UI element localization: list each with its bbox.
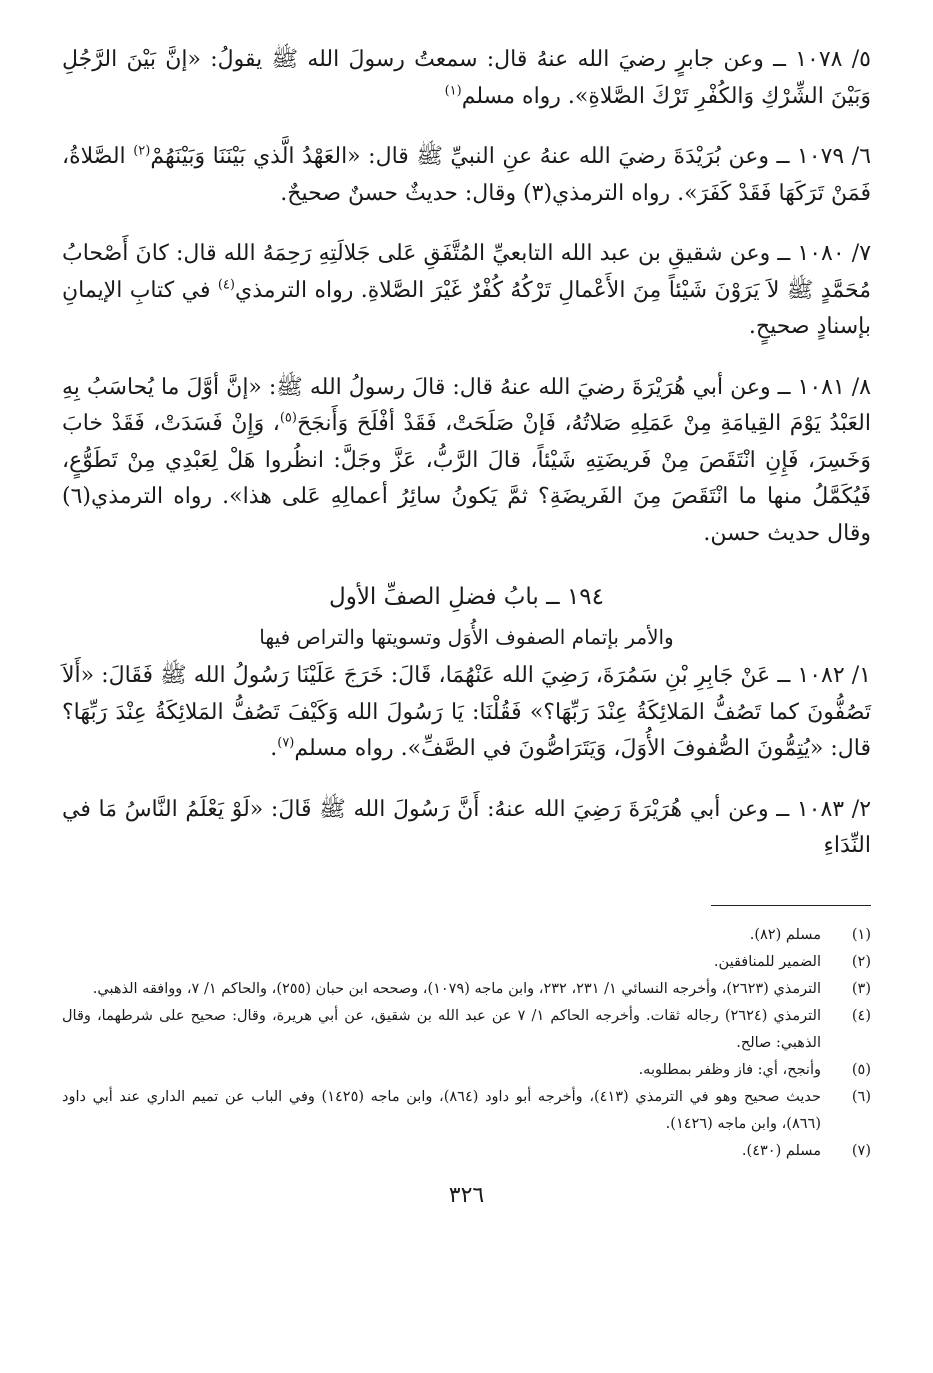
hadith-1081 — [62, 370, 871, 553]
hadith-text: ٦/ ١٠٧٩ ــ وعن بُرَيْدَةَ رضيَ الله عنهُ عنِ النبيِّ ﷺ قال: «العَهْدُ الَّذي بَيْنَنَا وَبَيْنَهُمْ — [150, 144, 872, 169]
hadith-1079 — [62, 139, 871, 212]
hadith-text-tail: ، وَإِنْ فَسَدَتْ، فَقَدْ خابَ وَخَسِرَ، فَإِنِ انْتَقَصَ مِنْ فَريضَتِهِ شَيْئاً، قالَ الرَّبُّ، عَزَّ وجَلَّ: انظُروا هَلْ لِعَبْدِي مِنْ تَطَوُّعٍ، فَيُكَمَّلُ منها ما انْتَقَصَ مِنَ الفَريضَةِ؟ ثمَّ يَكونُ سائِرُ أعمالِهِ عَلى هذا». رواه الترمذي(٦) وقال حديث حسن. — [62, 411, 871, 546]
footnote-number: (٧) — [851, 1142, 871, 1159]
hadith-text-tail: الصَّلاةُ، فَمَنْ تَرَكَهَا فَقَدْ كَفَرَ». رواه الترمذي(٣) وقال: حديثٌ حسنٌ صحيحٌ. — [62, 144, 871, 206]
hadith-1080 — [62, 236, 871, 346]
footnote — [62, 949, 871, 976]
chapter-title: ١٩٤ ــ بابُ فضلِ الصفِّ الأول — [329, 584, 604, 610]
hadith-text: ٢/ ١٠٨٣ ــ وعن أبي هُرَيْرَةَ رَضِيَ الله عنهُ: أَنَّ رَسُولَ الله ﷺ قَالَ: «لَوْ يَعْلَمُ النَّاسُ مَا في النِّدَاءِ — [62, 796, 872, 858]
hadith-text-tail: في كتابِ الإيمانِ بإسنادٍ صحيحٍ. — [62, 277, 871, 339]
footnote — [62, 1084, 871, 1138]
footnote — [62, 1138, 871, 1165]
footnote-number: (٥) — [851, 1061, 871, 1078]
hadith-text: ٥/ ١٠٧٨ ــ وعن جابرٍ رضيَ الله عنهُ قال: سمعتُ رسولَ الله ﷺ يقولُ: «إنَّ بَيْنَ الرَّجُلِ وَبَيْنَ الشِّرْكِ وَالكُفْرِ تَرْكَ الصَّلاةِ». رواه مسلم — [62, 47, 871, 109]
hadith-text: ١/ ١٠٨٢ ــ عَنْ جَابِرِ بْنِ سَمُرَةَ، رَضِيَ الله عَنْهُمَا، قَالَ: خَرَجَ عَلَيْنَا رَسُولُ الله ﷺ فَقَالَ: «أَلاَ تَصُفُّونَ كما تَصُفُّ المَلائِكَةُ عِنْدَ رَبِّهَا؟» فَقُلْنَا: يَا رَسُولَ الله وَكَيْفَ تَصُفُّ المَلائِكَةُ عِنْدَ رَبِّهَا؟ قال: «يُتِمُّونَ الصُّفوفَ الأُوَلَ، وَيَتَرَاصُّونَ في الصَّفِّ». رواه مسلم — [62, 663, 871, 761]
hadith-1082 — [62, 658, 871, 768]
footnote-number: (٢) — [851, 953, 871, 970]
footnote — [62, 922, 871, 949]
footnote-ref: (٢) — [133, 143, 151, 159]
hadith-text: ٨/ ١٠٨١ ــ وعن أبي هُرَيْرَةَ رضيَ الله عنهُ قال: قالَ رسولُ الله ﷺ: «إنَّ أوَّلَ ما يُحاسَبُ بِهِ العَبْدُ يَوْمَ القِيامَةِ مِنْ عَمَلِهِ صَلاتُهُ، فَإنْ صَلَحَتْ، فَقَدْ أفْلَحَ وَأَنجَحَ — [62, 374, 871, 436]
hadith-1078 — [62, 42, 871, 115]
hadith-text-tail: . — [270, 736, 278, 761]
chapter-subtitle: والأمر بإتمام الصفوف الأُوَل وتسويتها والتراص فيها — [259, 625, 674, 649]
footnote-ref: (١) — [444, 83, 462, 99]
footnote-ref: (٥) — [279, 410, 297, 426]
footnote-divider — [711, 905, 871, 906]
hadith-1083 — [62, 792, 871, 865]
footnote — [62, 1057, 871, 1084]
footnote-text: الضمير للمنافقين. — [713, 953, 821, 970]
hadith-text: ٧/ ١٠٨٠ ــ وعن شقيقِ بن عبد الله التابعيِّ المُتَّفَقِ عَلى جَلالَتِهِ رَحِمَهُ الله قال: كانَ أَصْحابُ مُحَمَّدٍ ﷺ لاَ يَرَوْنَ شَيْئاً مِنَ الأَعْمالِ تَرْكُهُ كُفْرٌ غَيْرَ الصَّلاةِ. رواه الترمذي — [62, 241, 872, 303]
footnote-number: (٤) — [851, 1007, 871, 1024]
footnote-text: حديث صحيح وهو في الترمذي (٤١٣)، وأخرجه أبو داود (٨٦٤)، وابن ماجه (١٤٢٥) وفي الباب عن تميم الداري عند أبي داود (٨٦٦)، وابن ماجه (١٤٢٦). — [62, 1088, 821, 1132]
footnote-number: (٣) — [851, 980, 871, 997]
footnote-ref: (٤) — [217, 277, 235, 293]
footnote — [62, 1003, 871, 1057]
footnote-number: (١) — [851, 926, 871, 943]
footnote-number: (٦) — [851, 1088, 871, 1105]
footnote — [62, 976, 871, 1003]
book-page — [62, 42, 871, 1208]
footnote-text: مسلم (٤٣٠). — [741, 1142, 821, 1159]
footnote-text: مسلم (٨٢). — [749, 926, 821, 943]
footnote-text: الترمذي (٢٦٢٤) رجاله ثقات. وأخرجه الحاكم ١/ ٧ عن عبد الله بن شقيق، عن أبي هريرة، وقال: صحيح على شرطهما، وقال الذهبي: صالح. — [62, 1007, 821, 1051]
footnote-text: وأنجح، أي: فاز وظفر بمطلوبه. — [638, 1061, 821, 1078]
footnotes — [62, 922, 871, 1165]
page-number: ٣٢٦ — [448, 1182, 485, 1208]
footnote-text: الترمذي (٢٦٢٣)، وأخرجه النسائي ١/ ٢٣١، ٢٣٢، وابن ماجه (١٠٧٩)، وصححه ابن حبان (٢٥٥)، والحاكم ١/ ٧، ووافقه الذهبي. — [92, 980, 821, 997]
footnote-ref: (٧) — [277, 735, 295, 751]
